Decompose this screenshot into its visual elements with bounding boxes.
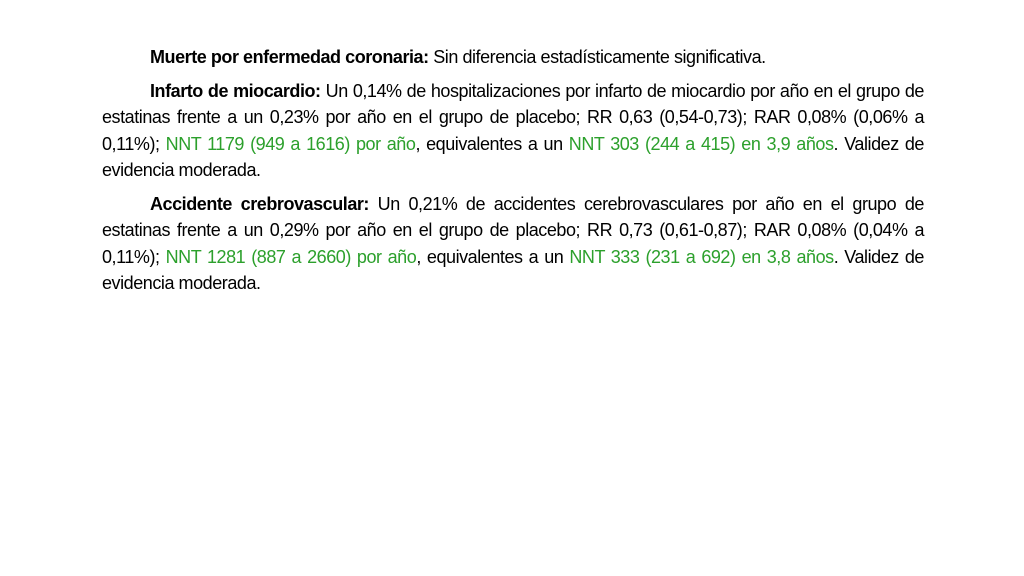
slide-body-text bbox=[102, 44, 924, 297]
heading-myocardial-infarction: Infarto de miocardio: bbox=[150, 80, 321, 101]
nnt-year-stroke: NNT 1281 (887 a 2660) por año bbox=[165, 246, 417, 267]
paragraph-myocardial-infarction bbox=[102, 78, 924, 184]
body-myocardial-infarction-1: Un 0,14% de hospitalizaciones por infarto de miocardio por año en el grupo de estatinas frente a un 0,23% por año en el grupo de placebo; RR 0,63 (0,54-0,73); RAR 0,08% (0,06% a 0,11%); bbox=[102, 80, 924, 154]
body-coronary-death: Sin diferencia estadísticamente significativa. bbox=[428, 47, 766, 67]
paragraph-coronary-death bbox=[102, 44, 924, 71]
body-stroke-2: , equivalentes a un bbox=[416, 246, 570, 267]
nnt-total-stroke: NNT 333 (231 a 692) en 3,8 años bbox=[569, 246, 834, 267]
heading-stroke: Accidente crebrovascular: bbox=[150, 193, 369, 214]
paragraph-stroke bbox=[102, 191, 924, 297]
body-stroke-1: Un 0,21% de accidentes cerebrovasculares por año en el grupo de estatinas frente a un 0,29% por año en el grupo de placebo; RR 0,73 (0,61-0,87); RAR 0,08% (0,04% a 0,11%); bbox=[102, 193, 924, 267]
body-stroke-3: . Validez de evidencia moderada. bbox=[102, 246, 924, 293]
body-myocardial-infarction-2: , equivalentes a un bbox=[415, 133, 569, 154]
body-myocardial-infarction-3: . Validez de evidencia moderada. bbox=[102, 133, 924, 180]
nnt-year-myocardial-infarction: NNT 1179 (949 a 1616) por año bbox=[165, 133, 416, 154]
heading-coronary-death: Muerte por enfermedad coronaria: bbox=[150, 47, 429, 67]
nnt-total-myocardial-infarction: NNT 303 (244 a 415) en 3,9 años bbox=[568, 133, 834, 154]
